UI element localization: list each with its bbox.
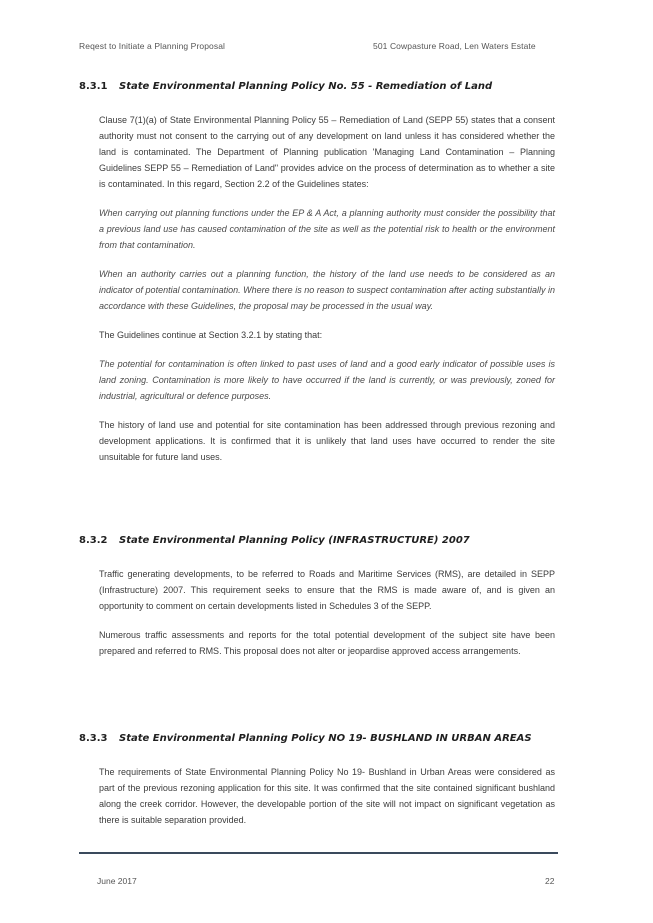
header-site-address: 501 Cowpasture Road, Len Waters Estate [373, 41, 536, 51]
section-number: 8.3.3 [79, 733, 108, 744]
section-sepp-55 [79, 81, 555, 478]
header-document-title: Reqest to Initiate a Planning Proposal [79, 41, 226, 51]
paragraph: The Guidelines continue at Section 3.2.1 by stating that: [99, 330, 323, 340]
guideline-quote: The potential for contamination is often linked to past uses of land and a good early indicator of possible uses is land zoning. Contamination is more likely to have occurred if the land is currently, or was previously, zoned for industrial, agricultural or defence purposes. [99, 359, 555, 401]
footer-date: June 2017 [97, 876, 137, 886]
section-heading [79, 535, 555, 546]
section-heading [79, 81, 555, 92]
paragraph: Clause 7(1)(a) of State Environmental Planning Policy 55 – Remediation of Land (SEPP 55) states that a consent authority must not consent to the carrying out of any development on land unless it has considered whether the land is contaminated. The Department of Planning publication 'Managing Land Contamination – Planning Guidelines SEPP 55 – Remediation of Land" provides advice on the process of determination as to whether a site is contaminated. In this regard, Section 2.2 of the Guidelines states: [99, 115, 555, 189]
section-sepp-19-bushland [79, 733, 555, 841]
paragraph: Numerous traffic assessments and reports for the total potential development of the subject site have been prepared and referred to RMS. This proposal does not alter or jeopardise approved access arrangements. [99, 630, 555, 656]
section-title: State Environmental Planning Policy (INFRASTRUCTURE) 2007 [119, 535, 470, 546]
paragraph: Traffic generating developments, to be referred to Roads and Maritime Services (RMS), are detailed in SEPP (Infrastructure) 2007. This requirement seeks to ensure that the RMS is made aware of, and is given an opportunity to comment on certain developments listed in Schedules 3 of the SEPP. [99, 569, 555, 611]
page-number: 22 [545, 876, 555, 886]
footer-divider [79, 852, 558, 854]
paragraph: The history of land use and potential for site contamination has been addressed through previous rezoning and development applications. It is confirmed that it is unlikely that land uses have occurred to render the site unsuitable for future land uses. [99, 420, 555, 462]
section-number: 8.3.2 [79, 535, 108, 546]
guideline-quote: When carrying out planning functions under the EP & A Act, a planning authority must consider the possibility that a previous land use has caused contamination of the site as well as the potential risk to health or the environment from that contamination. [99, 208, 555, 250]
section-heading [79, 733, 555, 744]
section-number: 8.3.1 [79, 81, 108, 92]
section-title: State Environmental Planning Policy No. 55 - Remediation of Land [119, 81, 493, 92]
paragraph: The requirements of State Environmental Planning Policy No 19- Bushland in Urban Areas were considered as part of the previous rezoning application for this site. It was confirmed that the site contained significant bushland along the creek corridor. However, the developable portion of the site will not impact on significant vegetation as there is suitable separation provided. [99, 767, 555, 825]
guideline-quote: When an authority carries out a planning function, the history of the land use needs to be considered as an indicator of potential contamination. Where there is no reason to suspect contamination after acting substantially in accordance with these Guidelines, the proposal may be processed in the usual way. [99, 269, 555, 311]
section-title: State Environmental Planning Policy NO 19- BUSHLAND IN URBAN AREAS [119, 733, 532, 744]
section-sepp-infrastructure [79, 535, 555, 672]
